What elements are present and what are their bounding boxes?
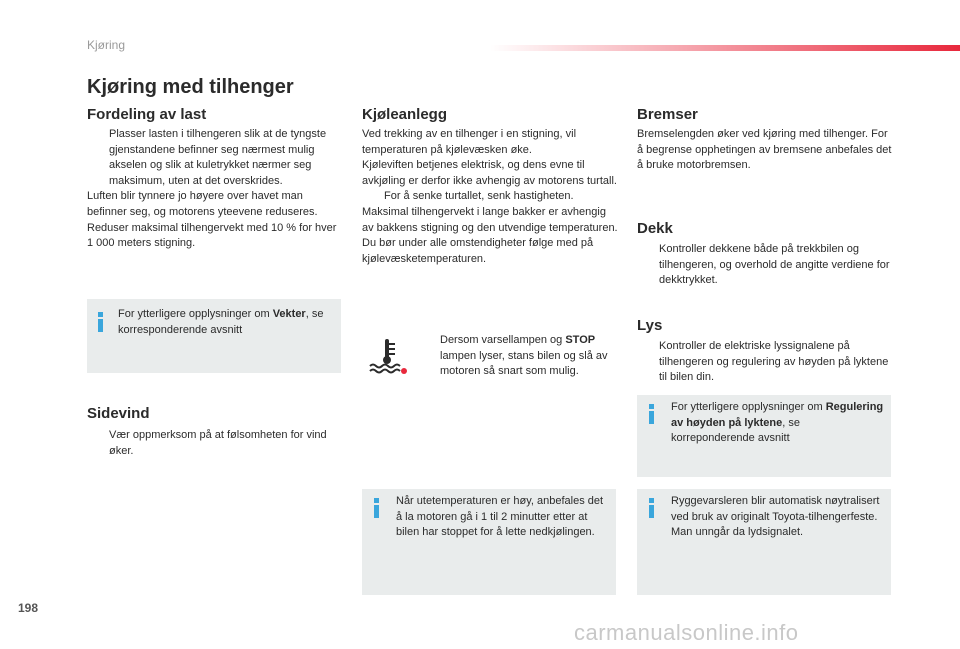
heading-bremser: Bremser bbox=[637, 106, 698, 123]
info-box-parking-sensor: Ryggevarsleren blir automatisk nøytralisert ved bruk av originalt Toyota-tilhengerfeste. Man unngår da lydsignalet. bbox=[637, 489, 891, 595]
stop-label: STOP bbox=[565, 334, 596, 346]
section-label: Kjøring bbox=[87, 38, 126, 52]
watermark: carmanualsonline.info bbox=[574, 620, 799, 645]
header-accent-bar bbox=[490, 45, 960, 51]
bullet-item: Kontroller de elektriske lyssignalene på tilhengeren og regulering av høyden på lyktene til bilen din. bbox=[659, 340, 889, 384]
bullet-item: For å senke turtallet, senk hastigheten. bbox=[384, 190, 574, 203]
info-box-cooling: Når utetemperaturen er høy, anbefales det å la motoren gå i 1 til 2 minutter etter at bilen har stoppet for å lette nedkjølingen. bbox=[362, 489, 616, 595]
heading-dekk: Dekk bbox=[637, 220, 673, 237]
page-title: Kjøring med tilhenger bbox=[87, 76, 294, 98]
bullet-item: Kontroller dekkene både på trekkbilen og tilhengeren, og overhold de angitte verdiene for dekktrykket. bbox=[659, 243, 890, 287]
heading-fordeling: Fordeling av last bbox=[87, 106, 207, 123]
bremser-text: Bremselengden øker ved kjøring med tilhenger. For å begrense opphetingen av bremsene anbefales det å bruke motorbremsen. bbox=[637, 128, 892, 172]
altitude-text: Luften blir tynnere jo høyere over havet man befinner seg, og motorens yteevene reduseres. Reduser maksimal tilhengervekt med 10 % for hver 1 000 meters stigning. bbox=[87, 190, 337, 250]
coolant-temperature-warning-icon bbox=[366, 337, 408, 375]
info-icon bbox=[645, 404, 659, 424]
info-box-lights: For ytterligere opplysninger om Regulering av høyden på lyktene, se korreponderende avsnitt bbox=[637, 395, 891, 477]
bullet-item: Plasser lasten i tilhengeren slik at de tyngste gjenstandene befinner seg nærmest mulig akselen og slik at kuletrykket nærmer seg maksimum, uten at det overskrides. bbox=[109, 128, 327, 187]
info-bold-term: Regulering av høyden på lyktene bbox=[671, 401, 884, 429]
heading-lys: Lys bbox=[637, 317, 663, 334]
info-bold-term: Vekter bbox=[272, 308, 306, 320]
info-icon bbox=[94, 312, 108, 332]
sidevind-content bbox=[87, 428, 341, 459]
page-number: 198 bbox=[18, 601, 39, 615]
bullet-item: Vær oppmerksom på at følsomheten for vind øker. bbox=[109, 429, 327, 457]
heading-sidevind: Sidevind bbox=[87, 405, 150, 422]
coolant-warning-text bbox=[418, 333, 614, 380]
heading-kjoleanlegg: Kjøleanlegg bbox=[362, 106, 448, 123]
info-box-weight: For ytterligere opplysninger om Vekter, se korresponderende avsnitt bbox=[87, 299, 341, 373]
info-icon bbox=[645, 498, 659, 518]
col2-content: Ved trekking av en tilhenger i en stigning, vil temperaturen på kjølevæsken øke. Kjøleviften betjenes elektrisk, og dens evne til avkjøling er derfor ikke avhengig av motorens turtall. For å senke turtallet, senk hastigheten. Maksimal tilhengervekt i lange bakker er avhengig av bakkens stigning og den utvendige temperaturen. Du bør under alle omstendigheter følge med på kjølevæsketemperaturen. bbox=[362, 128, 618, 265]
bullet-item: Dersom varsellampen og STOP lampen lyser, stans bilen og slå av motoren så snart som mulig. bbox=[440, 334, 608, 378]
col1-content bbox=[87, 127, 341, 252]
lys-content bbox=[637, 339, 891, 386]
dekk-content bbox=[637, 242, 891, 289]
info-icon bbox=[370, 498, 384, 518]
